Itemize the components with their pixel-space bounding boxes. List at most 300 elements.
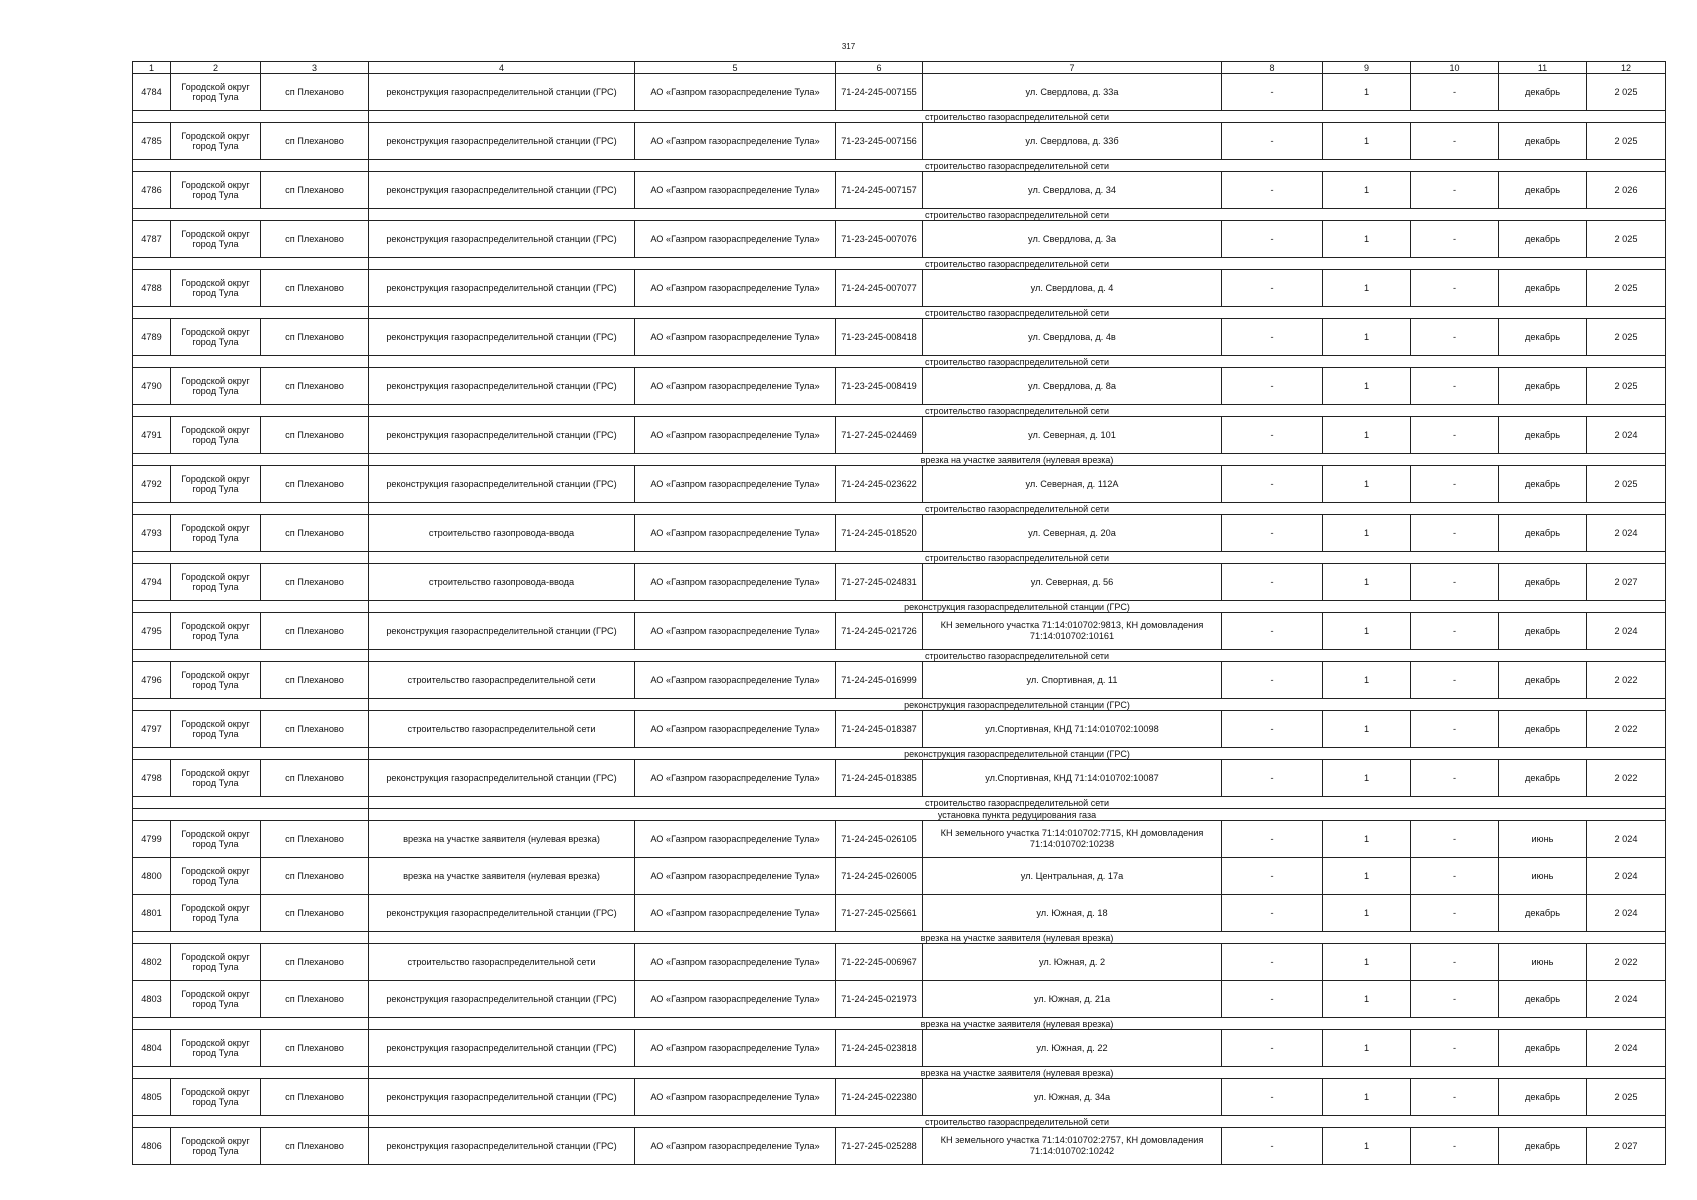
sub-row-blank [133,650,369,662]
col8-cell: - [1222,319,1323,356]
sub-row-work-type: установка пункта редуцирования газа [369,809,1666,821]
settlement-cell: сп Плеханово [261,858,369,895]
address-cell: ул. Северная, д. 56 [923,564,1222,601]
col9-cell: 1 [1323,515,1411,552]
row-number: 4796 [133,662,171,699]
sub-row [133,1067,1666,1079]
address-cell: ул.Спортивная, КНД 71:14:010702:10098 [923,711,1222,748]
district-cell: Городской округ город Тула [171,172,261,209]
settlement-cell: сп Плеханово [261,821,369,858]
application-code-cell: 71-24-245-007157 [836,172,923,209]
col9-cell: 1 [1323,74,1411,111]
sub-row-work-type: врезка на участке заявителя (нулевая врезка) [369,1018,1666,1030]
settlement-cell: сп Плеханово [261,221,369,258]
month-cell: декабрь [1499,1128,1587,1165]
col9-cell: 1 [1323,1079,1411,1116]
col9-cell: 1 [1323,221,1411,258]
application-code-cell: 71-27-245-025288 [836,1128,923,1165]
table-row [133,466,1666,503]
work-type-cell: реконструкция газораспределительной станции (ГРС) [369,613,635,650]
col10-cell: - [1411,368,1499,405]
settlement-cell: сп Плеханово [261,1030,369,1067]
column-number-12: 12 [1587,62,1666,74]
table-row [133,858,1666,895]
table-row [133,1030,1666,1067]
settlement-cell: сп Плеханово [261,760,369,797]
organization-cell: АО «Газпром газораспределение Тула» [635,564,836,601]
sub-row [133,111,1666,123]
district-cell: Городской округ город Тула [171,319,261,356]
work-type-cell: реконструкция газораспределительной станции (ГРС) [369,1079,635,1116]
settlement-cell: сп Плеханово [261,172,369,209]
year-cell: 2 024 [1587,895,1666,932]
address-cell: КН земельного участка 71:14:010702:7715, КН домовладения 71:14:010702:10238 [923,821,1222,858]
table-row [133,895,1666,932]
sub-row-blank [133,160,369,172]
settlement-cell: сп Плеханово [261,564,369,601]
work-type-cell: реконструкция газораспределительной станции (ГРС) [369,221,635,258]
year-cell: 2 025 [1587,123,1666,160]
row-number: 4801 [133,895,171,932]
col8-cell: - [1222,172,1323,209]
month-cell: декабрь [1499,662,1587,699]
table-row [133,564,1666,601]
sub-row [133,503,1666,515]
col8-cell: - [1222,74,1323,111]
district-cell: Городской округ город Тула [171,515,261,552]
sub-row [133,454,1666,466]
sub-row [133,601,1666,613]
application-code-cell: 71-24-245-007077 [836,270,923,307]
work-type-cell: реконструкция газораспределительной станции (ГРС) [369,1128,635,1165]
district-cell: Городской округ город Тула [171,1128,261,1165]
address-cell: ул. Свердлова, д. 33а [923,74,1222,111]
col8-cell: - [1222,221,1323,258]
month-cell: декабрь [1499,981,1587,1018]
month-cell: декабрь [1499,319,1587,356]
table-row [133,270,1666,307]
settlement-cell: сп Плеханово [261,711,369,748]
district-cell: Городской округ город Тула [171,74,261,111]
address-cell: ул. Свердлова, д. 4 [923,270,1222,307]
month-cell: декабрь [1499,1079,1587,1116]
col8-cell: - [1222,1030,1323,1067]
application-code-cell: 71-24-245-026005 [836,858,923,895]
col9-cell: 1 [1323,760,1411,797]
table-row [133,760,1666,797]
sub-row [133,356,1666,368]
col8-cell: - [1222,760,1323,797]
organization-cell: АО «Газпром газораспределение Тула» [635,270,836,307]
application-code-cell: 71-23-245-008419 [836,368,923,405]
row-number: 4790 [133,368,171,405]
year-cell: 2 022 [1587,711,1666,748]
year-cell: 2 022 [1587,760,1666,797]
row-number: 4789 [133,319,171,356]
col8-cell: - [1222,662,1323,699]
organization-cell: АО «Газпром газораспределение Тула» [635,981,836,1018]
sub-row-blank [133,932,369,944]
organization-cell: АО «Газпром газораспределение Тула» [635,858,836,895]
year-cell: 2 025 [1587,74,1666,111]
sub-row-blank [133,111,369,123]
sub-row-blank [133,797,369,809]
col9-cell: 1 [1323,270,1411,307]
row-number: 4792 [133,466,171,503]
sub-row-work-type: строительство газораспределительной сети [369,1116,1666,1128]
sub-row-blank [133,1067,369,1079]
sub-row [133,307,1666,319]
table-row [133,319,1666,356]
month-cell: декабрь [1499,368,1587,405]
sub-row-work-type: строительство газораспределительной сети [369,160,1666,172]
col8-cell: - [1222,944,1323,981]
work-type-cell: строительство газораспределительной сети [369,662,635,699]
col9-cell: 1 [1323,821,1411,858]
sub-row [133,932,1666,944]
organization-cell: АО «Газпром газораспределение Тула» [635,466,836,503]
col10-cell: - [1411,1128,1499,1165]
application-code-cell: 71-22-245-006967 [836,944,923,981]
table-row [133,172,1666,209]
settlement-cell: сп Плеханово [261,944,369,981]
work-type-cell: врезка на участке заявителя (нулевая врезка) [369,821,635,858]
address-cell: ул. Южная, д. 34а [923,1079,1222,1116]
month-cell: июнь [1499,858,1587,895]
year-cell: 2 025 [1587,368,1666,405]
organization-cell: АО «Газпром газораспределение Тула» [635,711,836,748]
col10-cell: - [1411,319,1499,356]
table-row [133,74,1666,111]
organization-cell: АО «Газпром газораспределение Тула» [635,1030,836,1067]
work-type-cell: реконструкция газораспределительной станции (ГРС) [369,368,635,405]
row-number: 4806 [133,1128,171,1165]
sub-row-work-type: строительство газораспределительной сети [369,258,1666,270]
work-type-cell: строительство газопровода-ввода [369,515,635,552]
work-type-cell: реконструкция газораспределительной станции (ГРС) [369,123,635,160]
settlement-cell: сп Плеханово [261,123,369,160]
work-type-cell: врезка на участке заявителя (нулевая врезка) [369,858,635,895]
year-cell: 2 022 [1587,944,1666,981]
sub-row-blank [133,258,369,270]
col10-cell: - [1411,711,1499,748]
sub-row-work-type: врезка на участке заявителя (нулевая врезка) [369,454,1666,466]
sub-row-blank [133,1018,369,1030]
row-number: 4802 [133,944,171,981]
col10-cell: - [1411,123,1499,160]
year-cell: 2 025 [1587,221,1666,258]
row-number: 4793 [133,515,171,552]
col9-cell: 1 [1323,319,1411,356]
year-cell: 2 027 [1587,1128,1666,1165]
district-cell: Городской округ город Тула [171,221,261,258]
year-cell: 2 022 [1587,662,1666,699]
row-number: 4795 [133,613,171,650]
col10-cell: - [1411,662,1499,699]
sub-row-blank [133,809,369,821]
sub-row [133,258,1666,270]
month-cell: декабрь [1499,711,1587,748]
month-cell: декабрь [1499,1030,1587,1067]
district-cell: Городской округ город Тула [171,662,261,699]
column-number-3: 3 [261,62,369,74]
row-number: 4799 [133,821,171,858]
organization-cell: АО «Газпром газораспределение Тула» [635,760,836,797]
application-code-cell: 71-24-245-022380 [836,1079,923,1116]
settlement-cell: сп Плеханово [261,319,369,356]
settlement-cell: сп Плеханово [261,466,369,503]
application-code-cell: 71-24-245-021726 [836,613,923,650]
year-cell: 2 024 [1587,858,1666,895]
settlement-cell: сп Плеханово [261,368,369,405]
application-code-cell: 71-24-245-007155 [836,74,923,111]
district-cell: Городской округ город Тула [171,1030,261,1067]
table-row [133,1128,1666,1165]
work-type-cell: строительство газораспределительной сети [369,711,635,748]
col8-cell: - [1222,270,1323,307]
month-cell: июнь [1499,944,1587,981]
settlement-cell: сп Плеханово [261,270,369,307]
col9-cell: 1 [1323,858,1411,895]
sub-row-blank [133,503,369,515]
col9-cell: 1 [1323,662,1411,699]
organization-cell: АО «Газпром газораспределение Тула» [635,417,836,454]
work-type-cell: строительство газораспределительной сети [369,944,635,981]
sub-row-work-type: строительство газораспределительной сети [369,405,1666,417]
address-cell: ул. Южная, д. 21а [923,981,1222,1018]
col9-cell: 1 [1323,613,1411,650]
col8-cell: - [1222,895,1323,932]
row-number: 4788 [133,270,171,307]
settlement-cell: сп Плеханово [261,417,369,454]
col9-cell: 1 [1323,564,1411,601]
address-cell: ул. Спортивная, д. 11 [923,662,1222,699]
row-number: 4786 [133,172,171,209]
year-cell: 2 025 [1587,270,1666,307]
address-cell: ул. Северная, д. 20а [923,515,1222,552]
month-cell: декабрь [1499,760,1587,797]
sub-row-work-type: реконструкция газораспределительной станции (ГРС) [369,601,1666,613]
address-cell: ул. Свердлова, д. 8а [923,368,1222,405]
work-type-cell: реконструкция газораспределительной станции (ГРС) [369,172,635,209]
col8-cell: - [1222,123,1323,160]
col9-cell: 1 [1323,466,1411,503]
col10-cell: - [1411,981,1499,1018]
organization-cell: АО «Газпром газораспределение Тула» [635,944,836,981]
col8-cell: - [1222,711,1323,748]
application-code-cell: 71-23-245-008418 [836,319,923,356]
table-row [133,368,1666,405]
organization-cell: АО «Газпром газораспределение Тула» [635,895,836,932]
work-type-cell: реконструкция газораспределительной станции (ГРС) [369,466,635,503]
col9-cell: 1 [1323,417,1411,454]
sub-row-work-type: строительство газораспределительной сети [369,650,1666,662]
work-type-cell: реконструкция газораспределительной станции (ГРС) [369,1030,635,1067]
work-type-cell: реконструкция газораспределительной станции (ГРС) [369,760,635,797]
address-cell: КН земельного участка 71:14:010702:9813, КН домовладения 71:14:010702:10161 [923,613,1222,650]
row-number: 4787 [133,221,171,258]
col10-cell: - [1411,172,1499,209]
sub-row-blank [133,307,369,319]
sub-row-blank [133,748,369,760]
application-code-cell: 71-24-245-018387 [836,711,923,748]
sub-row [133,809,1666,821]
sub-row [133,405,1666,417]
col9-cell: 1 [1323,368,1411,405]
district-cell: Городской округ город Тула [171,466,261,503]
application-code-cell: 71-24-245-021973 [836,981,923,1018]
settlement-cell: сп Плеханово [261,981,369,1018]
column-number-1: 1 [133,62,171,74]
sub-row [133,797,1666,809]
organization-cell: АО «Газпром газораспределение Тула» [635,319,836,356]
organization-cell: АО «Газпром газораспределение Тула» [635,515,836,552]
sub-row-blank [133,601,369,613]
year-cell: 2 024 [1587,613,1666,650]
row-number: 4791 [133,417,171,454]
sub-row-blank [133,356,369,368]
table-row [133,417,1666,454]
district-cell: Городской округ город Тула [171,270,261,307]
col9-cell: 1 [1323,123,1411,160]
organization-cell: АО «Газпром газораспределение Тула» [635,613,836,650]
table-row [133,613,1666,650]
col9-cell: 1 [1323,944,1411,981]
settlement-cell: сп Плеханово [261,74,369,111]
sub-row [133,650,1666,662]
row-number: 4805 [133,1079,171,1116]
district-cell: Городской округ город Тула [171,564,261,601]
organization-cell: АО «Газпром газораспределение Тула» [635,172,836,209]
col8-cell: - [1222,1079,1323,1116]
sub-row-work-type: врезка на участке заявителя (нулевая врезка) [369,932,1666,944]
address-cell: ул. Свердлова, д. 4в [923,319,1222,356]
year-cell: 2 024 [1587,981,1666,1018]
district-cell: Городской округ город Тула [171,760,261,797]
sub-row [133,160,1666,172]
district-cell: Городской округ город Тула [171,981,261,1018]
district-cell: Городской округ город Тула [171,613,261,650]
district-cell: Городской округ город Тула [171,123,261,160]
row-number: 4784 [133,74,171,111]
organization-cell: АО «Газпром газораспределение Тула» [635,368,836,405]
month-cell: декабрь [1499,613,1587,650]
work-type-cell: реконструкция газораспределительной станции (ГРС) [369,74,635,111]
application-code-cell: 71-27-245-025661 [836,895,923,932]
table-row [133,821,1666,858]
sub-row-blank [133,1116,369,1128]
work-type-cell: реконструкция газораспределительной станции (ГРС) [369,319,635,356]
column-number-2: 2 [171,62,261,74]
organization-cell: АО «Газпром газораспределение Тула» [635,221,836,258]
table-row [133,221,1666,258]
sub-row [133,748,1666,760]
application-code-cell: 71-24-245-018385 [836,760,923,797]
col10-cell: - [1411,466,1499,503]
col10-cell: - [1411,613,1499,650]
year-cell: 2 026 [1587,172,1666,209]
address-cell: КН земельного участка 71:14:010702:2757, КН домовладения 71:14:010702:10242 [923,1128,1222,1165]
district-cell: Городской округ город Тула [171,1079,261,1116]
address-cell: ул. Южная, д. 22 [923,1030,1222,1067]
organization-cell: АО «Газпром газораспределение Тула» [635,662,836,699]
col10-cell: - [1411,515,1499,552]
address-cell: ул. Южная, д. 18 [923,895,1222,932]
sub-row-work-type: врезка на участке заявителя (нулевая врезка) [369,1067,1666,1079]
column-number-6: 6 [836,62,923,74]
settlement-cell: сп Плеханово [261,613,369,650]
col10-cell: - [1411,858,1499,895]
row-number: 4785 [133,123,171,160]
year-cell: 2 027 [1587,564,1666,601]
application-code-cell: 71-24-245-023622 [836,466,923,503]
district-cell: Городской округ город Тула [171,711,261,748]
col9-cell: 1 [1323,1128,1411,1165]
col8-cell: - [1222,1128,1323,1165]
application-code-cell: 71-24-245-016999 [836,662,923,699]
district-cell: Городской округ город Тула [171,944,261,981]
address-cell: ул. Северная, д. 101 [923,417,1222,454]
work-type-cell: реконструкция газораспределительной станции (ГРС) [369,417,635,454]
month-cell: декабрь [1499,172,1587,209]
column-number-11: 11 [1499,62,1587,74]
row-number: 4794 [133,564,171,601]
col9-cell: 1 [1323,711,1411,748]
col10-cell: - [1411,1030,1499,1067]
sub-row-work-type: реконструкция газораспределительной станции (ГРС) [369,748,1666,760]
column-number-4: 4 [369,62,635,74]
year-cell: 2 024 [1587,515,1666,552]
col8-cell: - [1222,821,1323,858]
row-number: 4803 [133,981,171,1018]
district-cell: Городской округ город Тула [171,895,261,932]
work-type-cell: реконструкция газораспределительной станции (ГРС) [369,895,635,932]
column-number-8: 8 [1222,62,1323,74]
month-cell: декабрь [1499,515,1587,552]
application-code-cell: 71-23-245-007156 [836,123,923,160]
table-row [133,981,1666,1018]
work-type-cell: строительство газопровода-ввода [369,564,635,601]
application-code-cell: 71-24-245-026105 [836,821,923,858]
address-cell: ул. Центральная, д. 17а [923,858,1222,895]
sub-row [133,209,1666,221]
month-cell: декабрь [1499,417,1587,454]
sub-row-blank [133,699,369,711]
organization-cell: АО «Газпром газораспределение Тула» [635,74,836,111]
col10-cell: - [1411,74,1499,111]
work-type-cell: реконструкция газораспределительной станции (ГРС) [369,270,635,307]
col10-cell: - [1411,564,1499,601]
month-cell: декабрь [1499,466,1587,503]
col10-cell: - [1411,821,1499,858]
application-code-cell: 71-23-245-007076 [836,221,923,258]
col8-cell: - [1222,613,1323,650]
address-cell: ул. Свердлова, д. 34 [923,172,1222,209]
sub-row [133,1116,1666,1128]
register-table [132,61,1666,1165]
sub-row-work-type: реконструкция газораспределительной станции (ГРС) [369,699,1666,711]
sub-row [133,699,1666,711]
year-cell: 2 025 [1587,1079,1666,1116]
address-cell: ул. Свердлова, д. 33б [923,123,1222,160]
month-cell: декабрь [1499,270,1587,307]
col9-cell: 1 [1323,981,1411,1018]
month-cell: декабрь [1499,221,1587,258]
year-cell: 2 024 [1587,1030,1666,1067]
col8-cell: - [1222,564,1323,601]
application-code-cell: 71-24-245-023818 [836,1030,923,1067]
column-number-header [133,62,1666,74]
